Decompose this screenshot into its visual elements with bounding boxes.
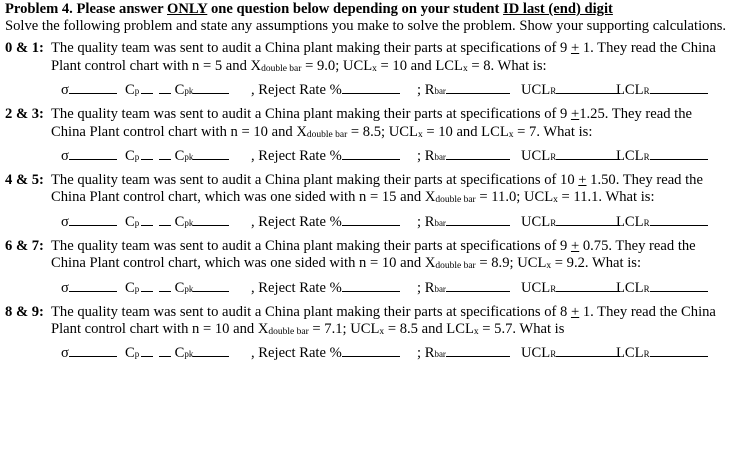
problem-number: 2 & 3: xyxy=(5,106,44,123)
rbar-field[interactable]: ; Rbar xyxy=(417,278,510,298)
uclr-field[interactable]: UCLR xyxy=(521,278,620,298)
rbar-field[interactable]: ; Rbar xyxy=(417,80,510,100)
cpk-field[interactable]: Cpk xyxy=(159,212,229,232)
uclr-field[interactable]: UCLR xyxy=(521,146,620,166)
lclr-field[interactable]: LCLR xyxy=(616,343,708,363)
cp-field[interactable]: Cp xyxy=(125,343,153,363)
sigma-field[interactable]: σ xyxy=(61,278,117,297)
answer-row xyxy=(51,278,727,296)
lclr-field[interactable]: LCLR xyxy=(616,146,708,166)
problem-number: 8 & 9: xyxy=(5,304,44,321)
problem-0-1 xyxy=(5,40,727,97)
answer-row xyxy=(51,212,727,230)
reject-rate-field[interactable]: , Reject Rate % xyxy=(251,146,400,165)
rbar-field[interactable]: ; Rbar xyxy=(417,146,510,166)
plus-minus-symbol: + xyxy=(570,106,580,123)
problem-text: The quality team was sent to audit a China plant making their parts at specifications of 8 + 1. They read the China Plant control chart with n = 10 and Xdouble bar = 7.1; UCLx = 8.5 and LCLx = 5.7. What is xyxy=(51,304,716,338)
answer-row xyxy=(51,343,727,361)
problem-text: The quality team was sent to audit a China plant making their parts at specifications of 9 + 0.75. They read the China Plant control chart, which was one sided with n = 10 and Xdouble bar = 8.9; UCLx = 9.2. What is: xyxy=(51,238,696,272)
problem-text: The quality team was sent to audit a China plant making their parts at specifications of 10 + 1.50. They read the China Plant control chart, which was one sided with n = 15 and Xdouble bar = 11.0; UCLx = 11.1. What is: xyxy=(51,172,703,206)
answer-row xyxy=(51,80,727,98)
rbar-field[interactable]: ; Rbar xyxy=(417,343,510,363)
cpk-field[interactable]: Cpk xyxy=(159,278,229,298)
problem-6-7 xyxy=(5,238,727,295)
instructions: Solve the following problem and state any assumptions you make to solve the problem. Show your supporting calculations. xyxy=(5,18,727,35)
plus-minus-symbol: + xyxy=(570,304,580,321)
reject-rate-field[interactable]: , Reject Rate % xyxy=(251,343,400,362)
sigma-field[interactable]: σ xyxy=(61,80,117,99)
cp-field[interactable]: Cp xyxy=(125,278,153,298)
problem-text: The quality team was sent to audit a China plant making their parts at specifications of 9 + 1. They read the China Plant control chart with n = 5 and Xdouble bar = 9.0; UCLx = 10 and LCLx = 8. What is: xyxy=(51,40,716,74)
lclr-field[interactable]: LCLR xyxy=(616,212,708,232)
problem-text: The quality team was sent to audit a China plant making their parts at specifications of 9 +1.25. They read the China Plant control chart with n = 10 and Xdouble bar = 8.5; UCLx = 10 and LCLx = 7. What is: xyxy=(51,106,692,140)
title-only-emphasis: ONLY xyxy=(167,1,208,17)
worksheet-page xyxy=(5,1,727,361)
uclr-field[interactable]: UCLR xyxy=(521,212,620,232)
plus-minus-symbol: + xyxy=(578,172,587,189)
cp-field[interactable]: Cp xyxy=(125,212,153,232)
lclr-field[interactable]: LCLR xyxy=(616,278,708,298)
problem-number: 0 & 1: xyxy=(5,40,44,57)
problem-number: 6 & 7: xyxy=(5,238,44,255)
reject-rate-field[interactable]: , Reject Rate % xyxy=(251,80,400,99)
cpk-field[interactable]: Cpk xyxy=(159,80,229,100)
problem-8-9 xyxy=(5,304,727,361)
reject-rate-field[interactable]: , Reject Rate % xyxy=(251,212,400,231)
cp-field[interactable]: Cp xyxy=(125,80,153,100)
problem-number: 4 & 5: xyxy=(5,172,44,189)
title-prefix: Problem 4. Please answer xyxy=(5,1,167,17)
sigma-field[interactable]: σ xyxy=(61,343,117,362)
lclr-field[interactable]: LCLR xyxy=(616,80,708,100)
cp-field[interactable]: Cp xyxy=(125,146,153,166)
answer-row xyxy=(51,146,727,164)
uclr-field[interactable]: UCLR xyxy=(521,80,620,100)
plus-minus-symbol: + xyxy=(570,40,580,57)
cpk-field[interactable]: Cpk xyxy=(159,343,229,363)
problem-2-3 xyxy=(5,106,727,163)
plus-minus-symbol: + xyxy=(570,238,580,255)
problem-4-5 xyxy=(5,172,727,229)
sigma-field[interactable]: σ xyxy=(61,212,117,231)
cpk-field[interactable]: Cpk xyxy=(159,146,229,166)
uclr-field[interactable]: UCLR xyxy=(521,343,620,363)
rbar-field[interactable]: ; Rbar xyxy=(417,212,510,232)
reject-rate-field[interactable]: , Reject Rate % xyxy=(251,278,400,297)
problem-title xyxy=(5,1,727,18)
sigma-field[interactable]: σ xyxy=(61,146,117,165)
title-id-digit: ID last (end) digit xyxy=(503,1,613,17)
title-middle: one question below depending on your student xyxy=(207,1,504,17)
